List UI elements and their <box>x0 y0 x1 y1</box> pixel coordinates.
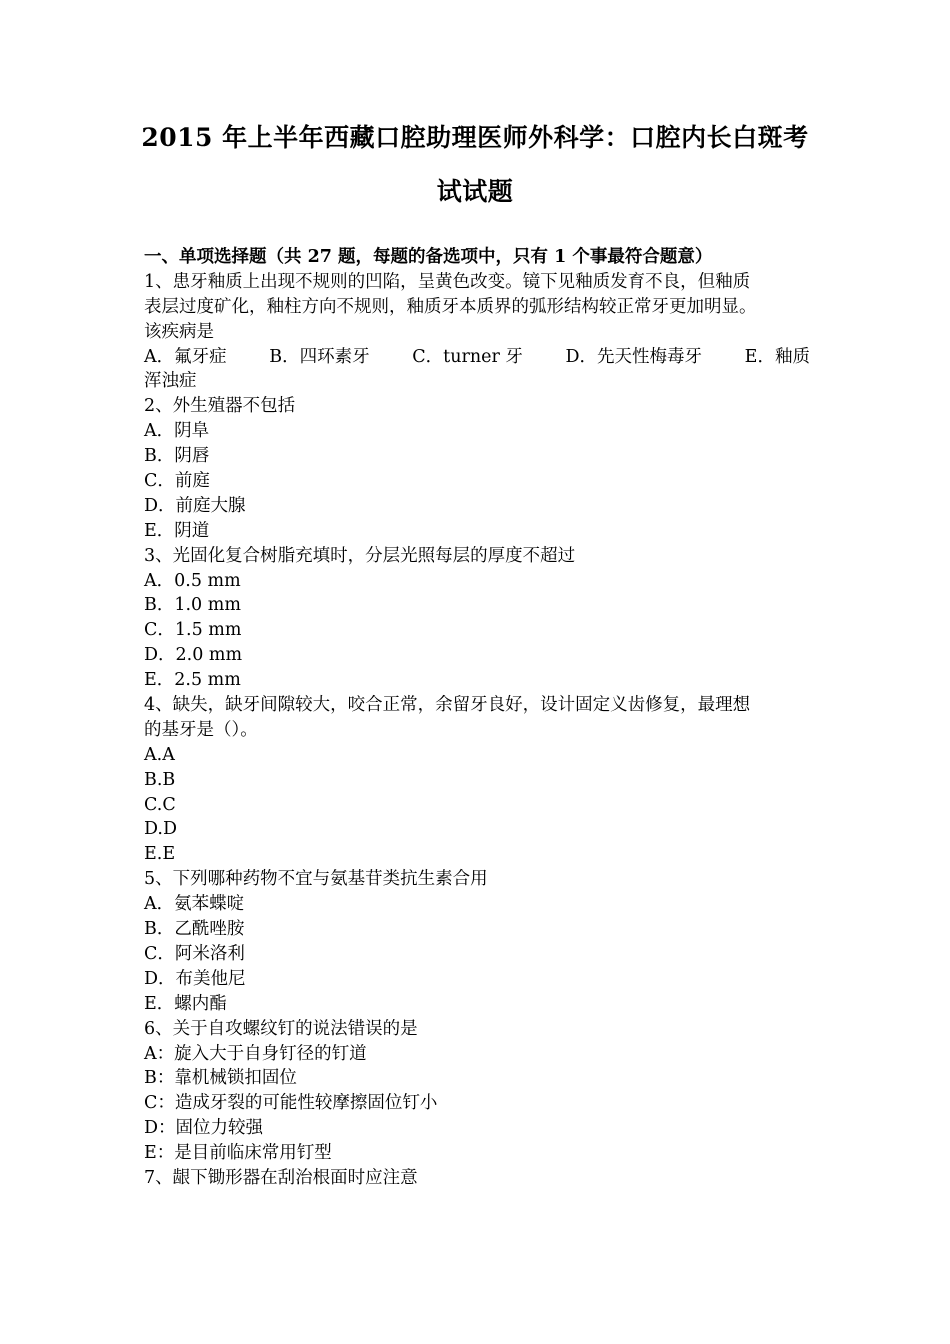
question-3-option-a: A．0.5 mm <box>144 570 241 591</box>
question-1-text-line: 表层过度矿化，釉柱方向不规则，釉质牙本质界的弧形结构较正常牙更加明显。 <box>144 296 757 317</box>
question-4-option-e: E.E <box>144 844 176 865</box>
question-2-option-d: D．前庭大腺 <box>144 495 246 516</box>
question-1-option-e: E．釉质 <box>744 346 810 367</box>
question-5-option-b: B．乙酰唑胺 <box>144 919 245 940</box>
question-6-option-d: D：固位力较强 <box>144 1118 264 1139</box>
question-6-text-line: 6、关于自攻螺纹钉的说法错误的是 <box>144 1018 418 1039</box>
question-5-option-e: E．螺内酯 <box>144 993 227 1014</box>
question-6-option-c: C：造成牙裂的可能性较摩擦固位钉小 <box>144 1093 438 1114</box>
question-4-text-line: 的基牙是（）。 <box>144 719 258 740</box>
question-1-option-d: D．先天性梅毒牙 <box>565 346 703 367</box>
question-3-option-d: D．2.0 mm <box>144 645 243 666</box>
section-heading: 一、单项选择题（共 27 题，每题的备选项中，只有 1 个事最符合题意） <box>144 247 713 267</box>
question-2-option-c: C．前庭 <box>144 471 210 492</box>
question-1-options-row <box>144 345 810 370</box>
question-1-option-b: B．四环素牙 <box>269 346 370 367</box>
question-6-option-a: A：旋入大于自身钉径的钉道 <box>144 1043 367 1064</box>
document-title-line-1: 2015 年上半年西藏口腔助理医师外科学：口腔内长白斑考 <box>141 123 809 152</box>
question-2-option-e: E．阴道 <box>144 520 210 541</box>
question-3 <box>144 544 810 693</box>
question-1-option-a: A．氟牙症 <box>144 346 227 367</box>
question-2-text-line: 2、外生殖器不包括 <box>144 396 296 417</box>
question-7 <box>144 1166 810 1191</box>
question-4-option-d: D.D <box>144 819 178 840</box>
question-4-option-b: B.B <box>144 769 176 790</box>
question-1-option-e-continued: 浑浊症 <box>144 371 197 392</box>
question-2-option-b: B．阴唇 <box>144 446 210 467</box>
document-title-line-2: 试试题 <box>436 177 514 206</box>
question-5-option-a: A．氨苯蝶啶 <box>144 894 245 915</box>
question-1 <box>144 270 810 394</box>
question-1-option-c: C．turner 牙 <box>412 346 523 367</box>
question-3-option-e: E．2.5 mm <box>144 670 241 691</box>
question-7-text-line: 7、龈下锄形器在刮治根面时应注意 <box>144 1167 418 1188</box>
question-2 <box>144 394 810 543</box>
question-4-option-a: A.A <box>144 744 175 765</box>
question-4 <box>144 693 810 867</box>
question-5-option-c: C．阿米洛利 <box>144 943 245 964</box>
question-6-option-e: E：是目前临床常用钉型 <box>144 1143 332 1164</box>
question-3-text-line: 3、光固化复合树脂充填时，分层光照每层的厚度不超过 <box>144 545 576 566</box>
question-5-option-d: D．布美他尼 <box>144 968 246 989</box>
question-5-text-line: 5、下列哪种药物不宜与氨基苷类抗生素合用 <box>144 869 488 890</box>
question-3-option-c: C．1.5 mm <box>144 620 242 641</box>
question-6-option-b: B：靠机械锁扣固位 <box>144 1068 297 1089</box>
question-5 <box>144 867 810 1016</box>
question-4-option-c: C.C <box>144 794 176 815</box>
question-4-text-line: 4、缺失，缺牙间隙较大，咬合正常，余留牙良好，设计固定义齿修复，最理想 <box>144 695 751 716</box>
question-6 <box>144 1017 810 1166</box>
question-2-option-a: A．阴阜 <box>144 421 210 442</box>
question-3-option-b: B．1.0 mm <box>144 595 241 616</box>
document-body <box>144 245 810 1191</box>
question-1-text-line: 该疾病是 <box>144 321 214 342</box>
question-1-text-line: 1、患牙釉质上出现不规则的凹陷，呈黄色改变。镜下见釉质发育不良，但釉质 <box>144 271 751 292</box>
